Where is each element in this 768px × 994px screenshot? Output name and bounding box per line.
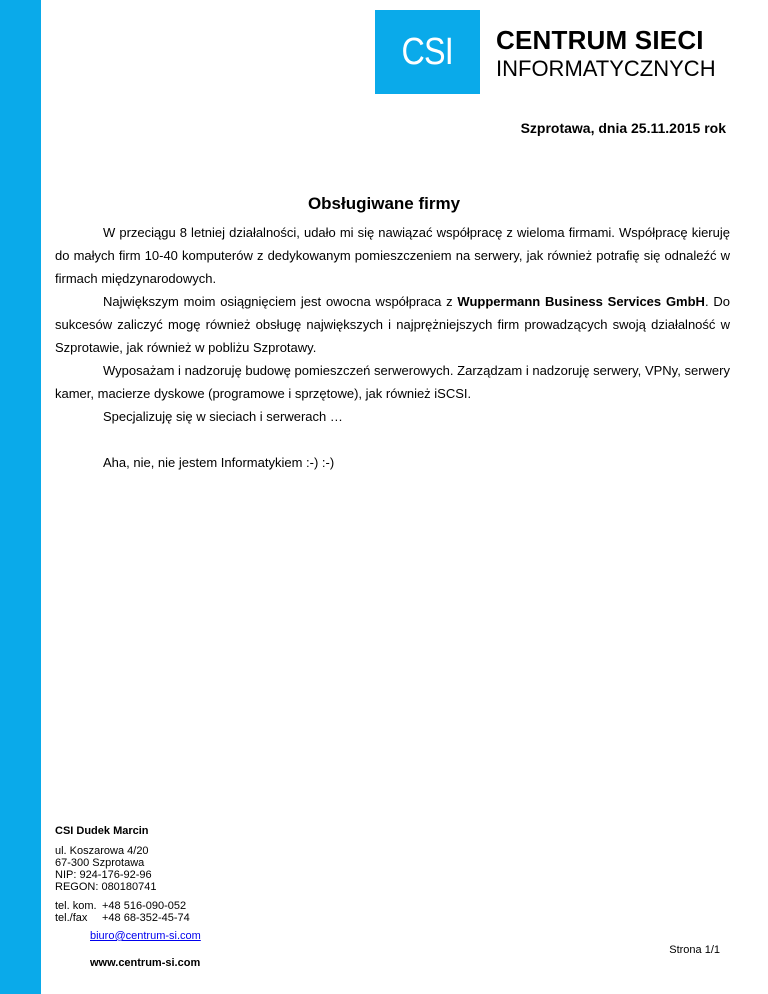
paragraph-4: Specjalizuję się w sieciach i serwerach …: [103, 409, 343, 424]
fax-number: +48 68-352-45-74: [102, 912, 190, 924]
footer-company-name: CSI Dudek Marcin: [55, 825, 149, 837]
paragraph-2-end: . Do sukcesów zaliczyć mogę również obsługę największych i najprężniejszych firm prowadzących swoją działalność w Szprotawie, jak również w pobliżu Szprotawy.: [55, 294, 730, 355]
date-line: Szprotawa, dnia 25.11.2015 rok: [520, 120, 726, 136]
logo-text: CSI: [401, 30, 454, 73]
footer-website: www.centrum-si.com: [90, 957, 201, 969]
brand-name-line2: INFORMATYCZNYCH: [496, 56, 716, 81]
csi-logo: [375, 10, 480, 94]
footer-fax: [55, 912, 190, 924]
footer-regon: REGON: 080180741: [55, 881, 157, 893]
paragraph-2-start: Największym moim osiągnięciem jest owocna współpraca z: [103, 294, 458, 309]
footer-address-block: [55, 845, 157, 893]
mobile-label: tel. kom.: [55, 900, 97, 912]
client-name-bold: Wuppermann Business Services GmbH: [457, 294, 705, 309]
brand-name-line1: CENTRUM SIECI: [496, 25, 704, 55]
paragraph-2: [55, 290, 730, 359]
footer-nip: NIP: 924-176-92-96: [55, 869, 152, 881]
footer-city: 67-300 Szprotawa: [55, 857, 145, 869]
footer-street: ul. Koszarowa 4/20: [55, 845, 149, 857]
page-number: Strona 1/1: [669, 944, 720, 956]
paragraph-3: Wyposażam i nadzoruję budowę pomieszczeń serwerowych. Zarządzam i nadzoruję serwery, VPNy, serwery kamer, macierze dyskowe (programowe i sprzętowe), jak również iSCSI.: [55, 363, 730, 401]
footer-email-link[interactable]: biuro@centrum-si.com: [90, 930, 201, 942]
fax-label: tel./fax: [55, 912, 88, 924]
footer-mobile: [55, 900, 190, 912]
paragraph-1: W przeciągu 8 letniej działalności, udało mi się nawiązać współpracę z wieloma firmami. Współpracę kieruję do małych firm 10-40 komputerów z dedykowanym pomieszczeniem na serwery, jak również potrafię się odnaleźć w firmach międzynarodowych.: [55, 225, 730, 286]
document-body: [55, 221, 730, 474]
mobile-number: +48 516-090-052: [102, 900, 187, 912]
left-accent-stripe: [0, 0, 41, 994]
document-title: Obsługiwane firmy: [307, 194, 461, 213]
paragraph-5: Aha, nie, nie jestem Informatykiem :-) :-): [103, 455, 335, 470]
footer-phone-block: [55, 900, 190, 924]
